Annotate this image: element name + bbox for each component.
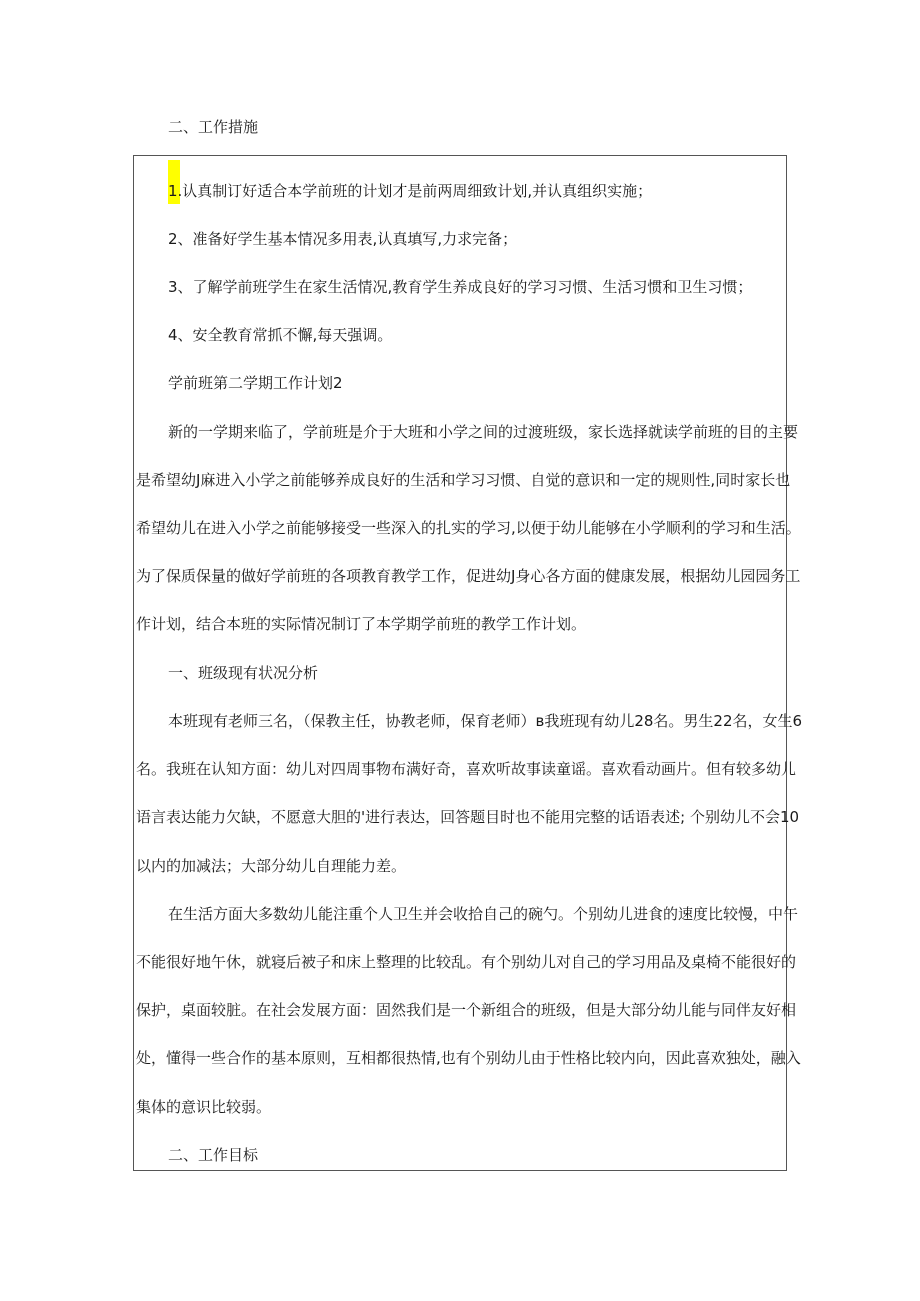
section-heading-work-measures: 二、工作措施 (168, 118, 259, 136)
intro-line-3: 希望幼儿在进入小学之前能够接受一些深入的扎实的学习,以便于幼儿能够在小学顺利的学习和生活。 (136, 519, 801, 537)
life-line-1: 在生活方面大多数幼儿能注重个人卫生并会收拾自己的碗勺。个别幼儿进食的速度比较慢，中午 (168, 905, 799, 923)
measure-item-4: 4、安全教育常抓不懈,每天强调。 (168, 326, 393, 344)
intro-line-1: 新的一学期来临了，学前班是介于大班和小学之间的过渡班级，家长选择就读学前班的目的主要 (168, 423, 799, 441)
life-line-5: 集体的意识比较弱。 (136, 1098, 272, 1116)
measure-item-2: 2、准备好学生基本情况多用表,认真填写,力求完备； (168, 230, 518, 248)
intro-line-5: 作计划，结合本班的实际情况制订了本学期学前班的教学工作计划。 (136, 615, 587, 633)
intro-line-4: 为了保质保量的做好学前班的各项教育教学工作，促进幼J身心各方面的健康发展，根据幼儿园园务工 (136, 567, 801, 585)
life-line-2: 不能很好地午休，就寝后被子和床上整理的比较乱。有个别幼儿对自己的学习用品及桌椅不能很好的 (136, 953, 797, 971)
section-heading-work-goals: 二、工作目标 (168, 1146, 259, 1164)
analysis-line-2: 名。我班在认知方面：幼儿对四周事物布满好奇，喜欢听故事读童谣。喜欢看动画片。但有较多幼儿 (136, 760, 797, 778)
analysis-line-4: 以内的加减法；大部分幼儿自理能力差。 (136, 857, 407, 875)
section-heading-class-analysis: 一、班级现有状况分析 (168, 664, 319, 682)
measure-item-3: 3、了解学前班学生在家生活情况,教育学生养成良好的学习习惯、生活习惯和卫生习惯； (168, 278, 753, 296)
analysis-line-3: 语言表达能力欠缺，不愿意大胆的'进行表达，回答题目时也不能用完整的话语表述; 个别幼儿不会10 (136, 808, 800, 826)
life-line-4: 处，懂得一些合作的基本原则，互相都很热情,也有个别幼儿由于性格比较内向，因此喜欢独处，融入 (136, 1049, 801, 1067)
measure-item-1: 1.认真制订好适合本学前班的计划才是前两周细致计划,并认真组织实施； (168, 182, 653, 200)
plan-title: 学前班第二学期工作计划2 (168, 374, 343, 392)
life-line-3: 保护，桌面较脏。在社会发展方面：固然我们是一个新组合的班级，但是大部分幼儿能与同伴友好相 (136, 1001, 797, 1019)
intro-line-2: 是希望幼J麻进入小学之前能够养成良好的生活和学习习惯、自觉的意识和一定的规则性,同时家长也 (136, 471, 791, 489)
analysis-line-1: 本班现有老师三名，（保教主任，协教老师，保育老师）в我班现有幼儿28名。男生22名，女生6 (168, 712, 803, 730)
